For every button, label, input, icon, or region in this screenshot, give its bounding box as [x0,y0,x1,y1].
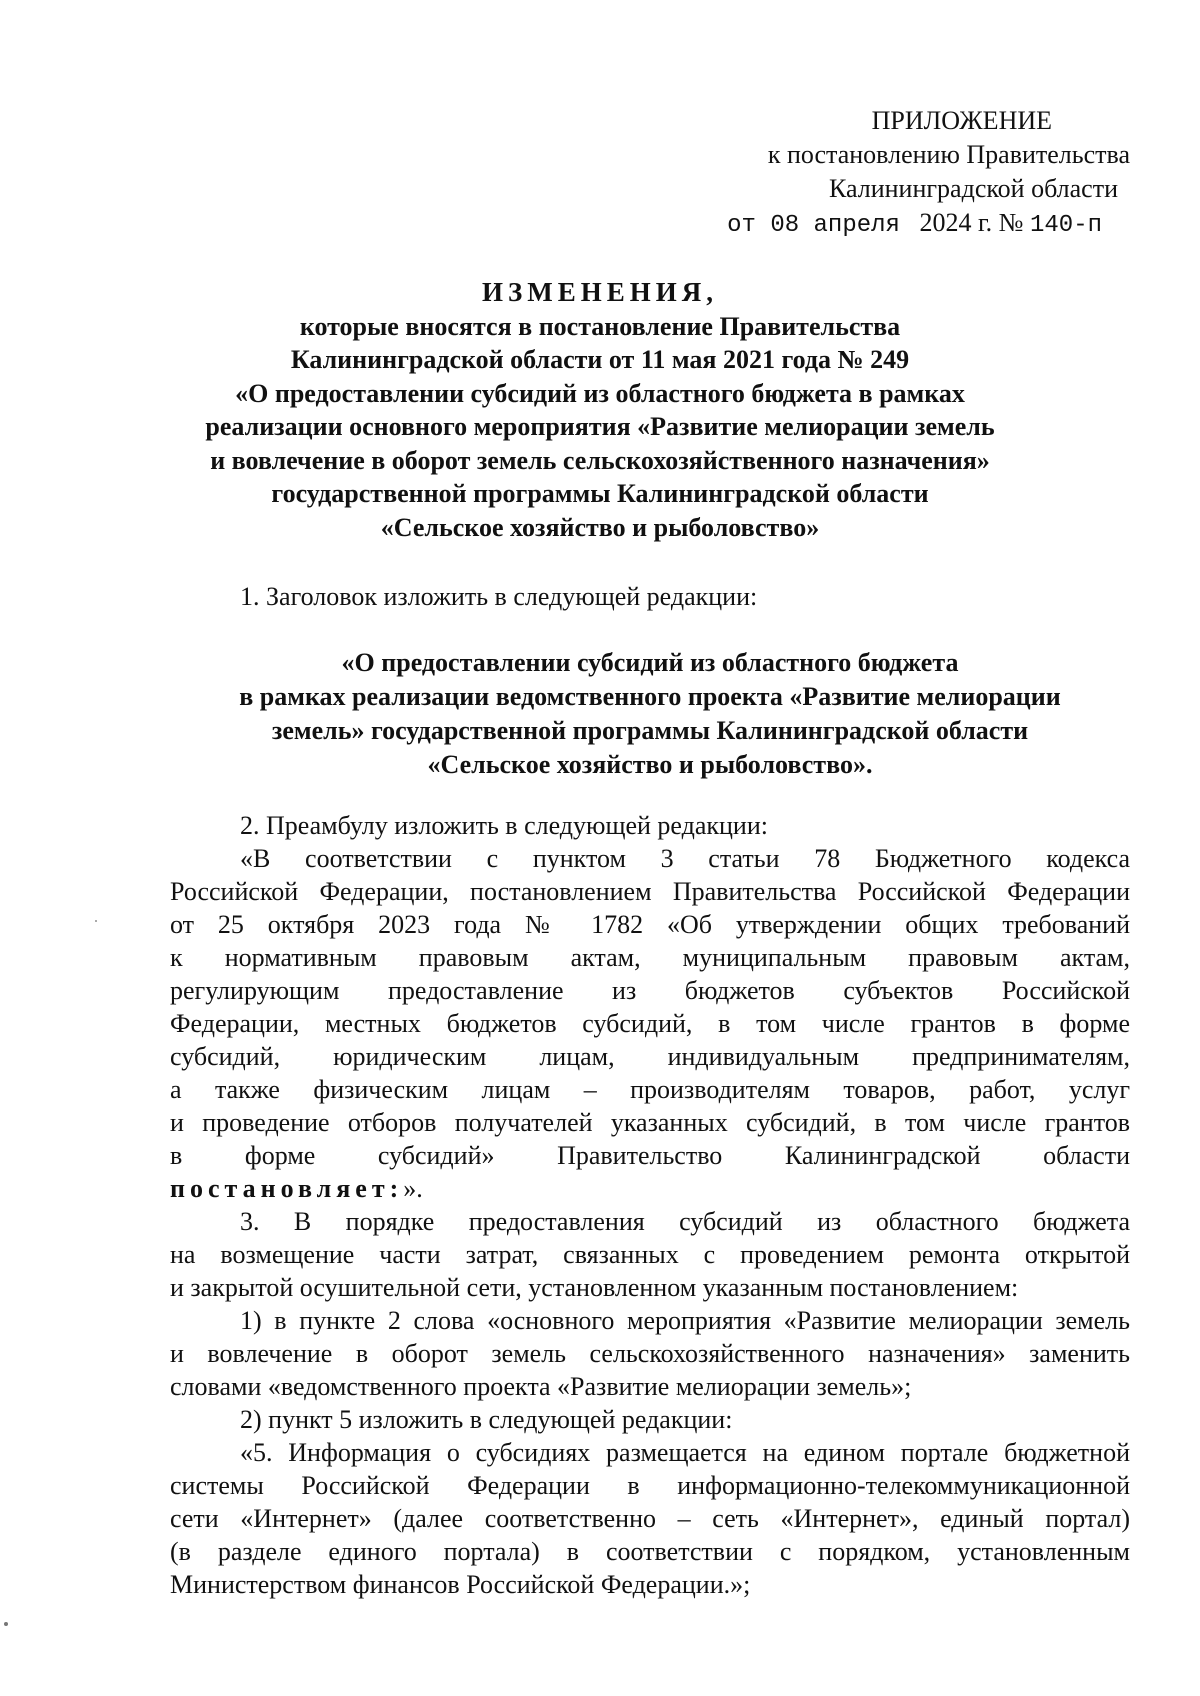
appendix-line-2: Калининградской области [828,174,1118,203]
preamble-line-10: в форме субсидий» Правительство Калининградской области [170,1141,1130,1170]
decree-word: постановляет: [170,1174,404,1203]
preamble-line-3: от 25 октября 2023 года № 1782 «Об утверждении общих требований [170,910,1130,939]
item-2 [170,809,1130,1205]
new-title-line-2: в рамках реализации ведомственного проекта «Развитие мелиорации [239,682,1061,711]
heading-line-3: «О предоставлении субсидий из областного бюджета в рамках [235,378,965,408]
appendix-year: 2024 г. № [919,208,1024,237]
sub-2-line-4: (в разделе единого портала) в соответствии с порядком, установленным [170,1537,1130,1566]
heading-line-6: государственной программы Калининградской области [271,479,929,508]
item-3-line-1: 3. В порядке предоставления субсидий из областного бюджета [240,1207,1130,1236]
appendix-number: 140-п [1029,212,1102,239]
item-3-line-2: на возмещение части затрат, связанных с проведением ремонта открытой [170,1240,1130,1269]
appendix-title: ПРИЛОЖЕНИЕ [871,106,1052,135]
new-title-line-1: «О предоставлении субсидий из областного бюджета [341,648,959,677]
preamble-line-4: к нормативным правовым актам, муниципальным правовым актам, [170,943,1130,972]
preamble-line-1: «В соответствии с пунктом 3 статьи 78 Бюджетного кодекса [240,844,1130,873]
heading-line-1: которые вносятся в постановление Правительства [299,311,901,341]
preamble-line-7: субсидий, юридическим лицам, индивидуальным предпринимателям, [170,1042,1130,1071]
item-1 [240,580,1130,613]
new-title-block [170,646,1130,782]
preamble-line-2: Российской Федерации, постановлением Правительства Российской Федерации [170,877,1130,906]
appendix-date: от 08 апреля [727,212,900,239]
appendix-date-line [700,206,1130,243]
preamble-line-6: Федерации, местных бюджетов субсидий, в том числе грантов в форме [170,1009,1130,1038]
decree-tail: ». [403,1174,423,1203]
sub-1-line-3: словами «ведомственного проекта «Развитие мелиорации земель»; [170,1372,912,1401]
item-3-line-3: и закрытой осушительной сети, установленном указанным постановлением: [170,1273,1019,1302]
heading-line-2: Калининградской области от 11 мая 2021 года № 249 [290,345,910,374]
new-title-line-3: земель» государственной программы Калининградской области [271,716,1029,745]
scan-speck [95,920,97,922]
preamble-line-8: а также физическим лицам – производителям товаров, работ, услуг [170,1075,1130,1104]
changes-heading [170,276,1030,544]
sub-2-line-3: сети «Интернет» (далее соответственно – сеть «Интернет», единый портал) [170,1504,1130,1533]
new-title-line-4: «Сельское хозяйство и рыболовство». [427,750,873,779]
preamble-line-5: регулирующим предоставление из бюджетов субъектов Российской [170,976,1130,1005]
item-2-text: 2. Преамбулу изложить в следующей редакции: [240,811,768,840]
heading-line-7: «Сельское хозяйство и рыболовство» [380,512,820,542]
appendix-line-1: к постановлению Правительства [767,140,1130,169]
sub-2-line-2: системы Российской Федерации в информационно-телекоммуникационной [170,1471,1130,1500]
heading-line-4: реализации основного мероприятия «Развитие мелиорации земель [205,412,995,441]
sub-2-line-5: Министерством финансов Российской Федерации.»; [170,1570,751,1599]
heading-line-5: и вовлечение в оборот земель сельскохозяйственного назначения» [210,445,990,475]
preamble-decree-line [170,1172,1130,1205]
changes-title: ИЗМЕНЕНИЯ, [481,277,718,307]
appendix-block [700,104,1130,243]
sub-1-line-1: 1) в пункте 2 слова «основного мероприятия «Развитие мелиорации земель [240,1306,1130,1335]
item-1-text: 1. Заголовок изложить в следующей редакции: [240,582,758,611]
preamble-line-9: и проведение отборов получателей указанных субсидий, в том числе грантов [170,1108,1130,1137]
sub-1-line-2: и вовлечение в оборот земель сельскохозяйственного назначения» заменить [170,1339,1130,1368]
item-3 [170,1205,1130,1601]
sub-2-text: 2) пункт 5 изложить в следующей редакции: [240,1405,733,1434]
scan-edge-mark [4,1622,8,1626]
sub-2-line-1: «5. Информация о субсидиях размещается на едином портале бюджетной [240,1438,1130,1467]
